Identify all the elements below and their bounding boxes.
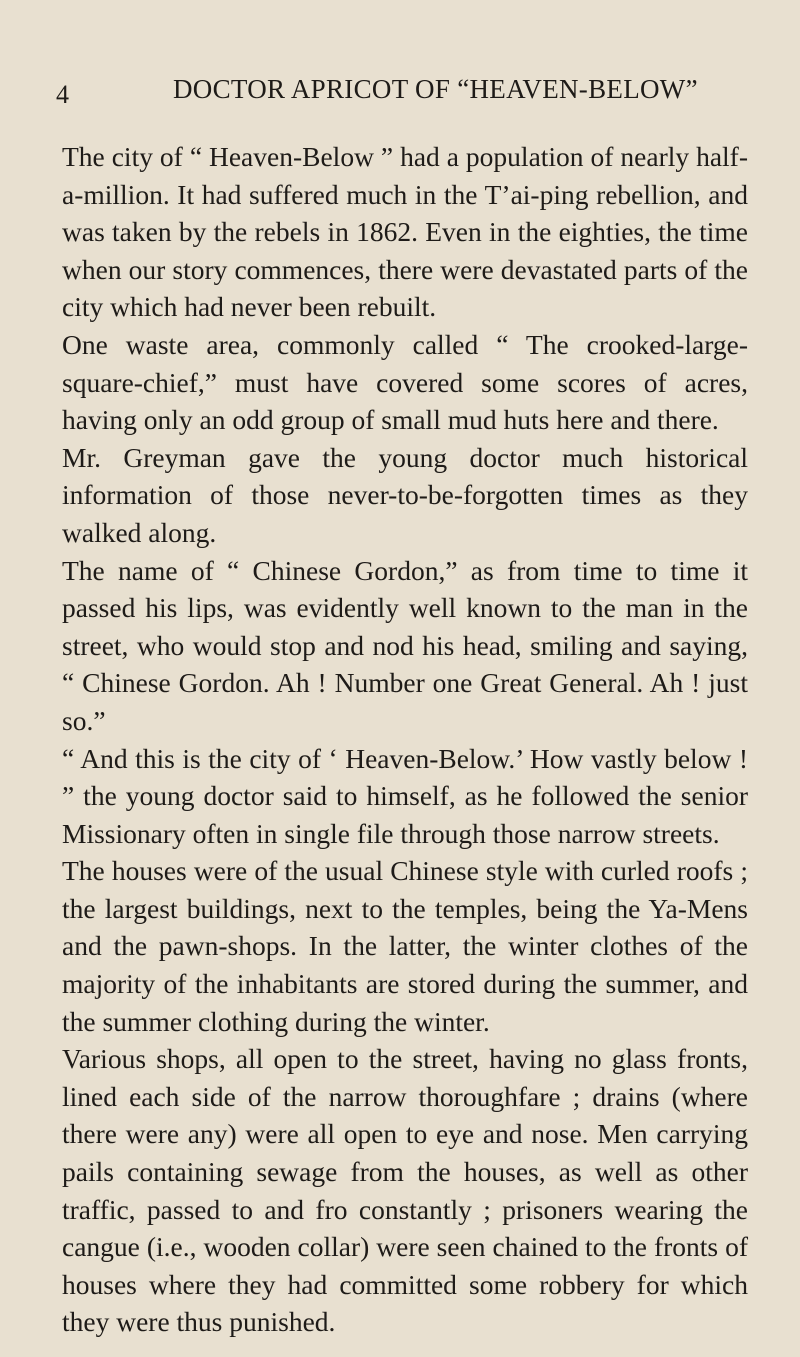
paragraph: Mr. Greyman gave the young doctor much historical information of those never-to-be-forgotten times as they walked along.: [62, 441, 748, 548]
paragraph: “ And this is the city of ‘ Heaven-Below.’ How vastly below ! ” the young doctor said to himself, as he followed the senior Missionary often in single file through those narrow streets.: [62, 742, 748, 849]
paragraph: The houses were of the usual Chinese style with curled roofs ; the largest buildings, next to the temples, being the Ya-Mens and the pawn-shops. In the latter, the winter clothes of the majority of the inhabitants are stored during the summer, and the summer clothing during the winter.: [62, 855, 748, 1037]
running-title: DOCTOR APRICOT OF “HEAVEN-BELOW”: [173, 74, 698, 104]
paragraph: The city of “ Heaven-Below ” had a population of nearly half-a-million. It had suffered much in the T’ai-ping rebellion, and was taken by the rebels in 1862. Even in the eighties, the time when our story commences, there were devastated parts of the city which had never been rebuilt.: [62, 141, 748, 323]
running-head: [56, 74, 760, 114]
body-text: [62, 138, 748, 1341]
page-number: 4: [56, 80, 70, 109]
paragraph: Various shops, all open to the street, having no glass fronts, lined each side of the narrow thoroughfare ; drains (where there were any) were all open to eye and nose. Men carrying pails containing sewage from the houses, as well as other traffic, passed to and fro constantly ; prisoners wearing the cangue (i.e., wooden collar) were seen chained to the fronts of houses where they had committed some robbery for which they were thus punished.: [62, 1043, 748, 1338]
paragraph: The name of “ Chinese Gordon,” as from time to time it passed his lips, was evidently well known to the man in the street, who would stop and nod his head, smiling and saying, “ Chinese Gordon. Ah ! Number one Great General. Ah ! just so.”: [62, 554, 748, 736]
paragraph: One waste area, commonly called “ The crooked-large-square-chief,” must have covered some scores of acres, having only an odd group of small mud huts here and there.: [62, 328, 748, 436]
